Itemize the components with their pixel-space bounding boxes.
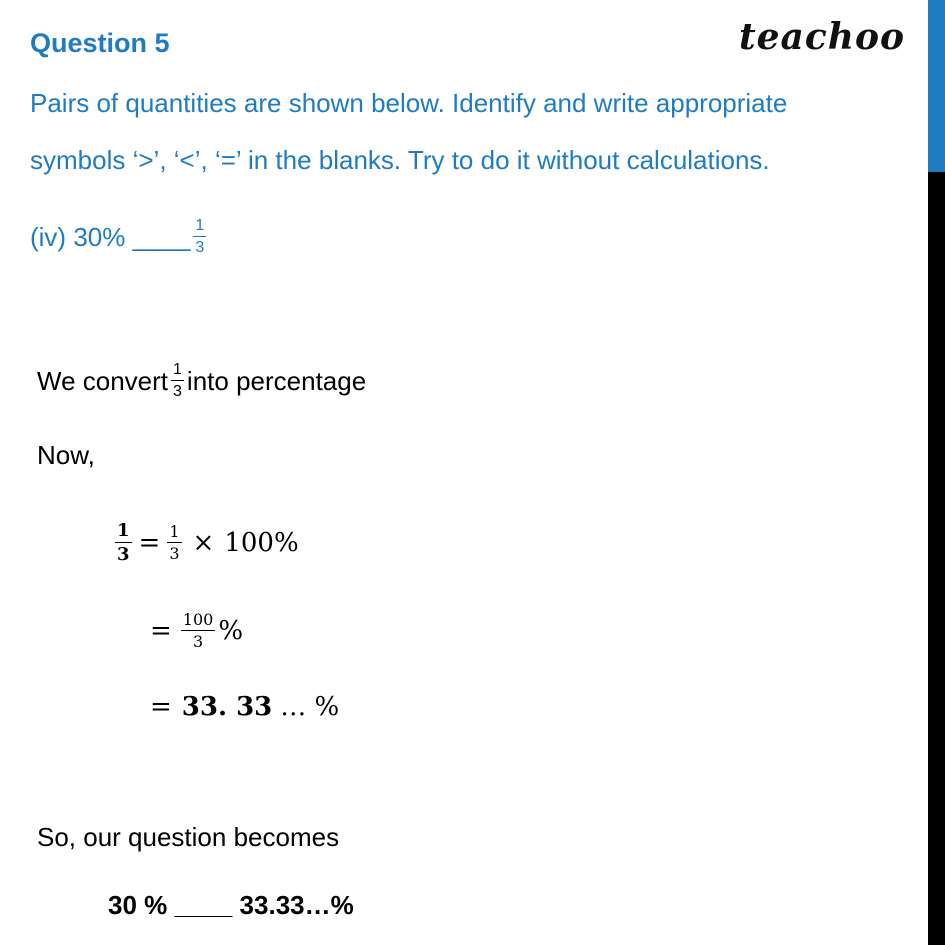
so-statement: So, our question becomes (37, 822, 340, 852)
final-comparison: 30 % ____ 33.33…% (108, 890, 354, 920)
convert-pre: We convert (37, 365, 169, 396)
convert-fraction-denominator: 3 (173, 383, 182, 400)
equation-line-2 (150, 612, 243, 650)
eq3-value: 33. 33 (181, 692, 273, 722)
eq1-lhs-denominator: 3 (117, 544, 130, 565)
convert-statement (37, 362, 366, 400)
part-label: (iv) 30% ____ (30, 221, 191, 252)
convert-fraction (171, 362, 184, 400)
equation-line-3 (150, 692, 339, 722)
convert-fraction-numerator: 1 (171, 362, 184, 381)
part-fraction-numerator: 1 (193, 218, 206, 237)
question-line-2: symbols ‘>’, ‘<’, ‘=’ in the blanks. Try to do it without calculations. (30, 145, 770, 175)
eq1-rhs-denominator: 3 (169, 544, 180, 563)
question-part-iv (30, 218, 209, 256)
eq3-equals: = (150, 692, 172, 722)
eq2-fraction (181, 612, 216, 650)
question-title: Question 5 (30, 28, 170, 58)
teachoo-logo: teachoo (739, 16, 905, 58)
eq1-lhs-numerator: 1 (117, 520, 130, 541)
eq1-rhs-numerator: 1 (169, 522, 180, 541)
eq3-rest: … % (280, 692, 340, 722)
eq1-rhs-value: 100% (224, 528, 299, 558)
question-line-1: Pairs of quantities are shown below. Identify and write appropriate (30, 88, 788, 118)
eq1-times: × (192, 528, 215, 558)
eq2-numerator: 100 (182, 610, 214, 629)
sidebar-accent (928, 0, 945, 172)
now-label: Now, (37, 440, 95, 470)
part-fraction-denominator: 3 (195, 239, 205, 256)
equation-line-1 (112, 522, 299, 564)
eq1-lhs-fraction (115, 522, 132, 564)
eq2-equals: = (150, 616, 172, 646)
part-fraction (193, 218, 206, 256)
eq1-equals: = (138, 528, 161, 558)
eq1-rhs-fraction (167, 524, 181, 562)
eq2-denominator: 3 (192, 632, 204, 651)
eq2-unit: % (218, 616, 244, 646)
convert-post: into percentage (186, 365, 367, 396)
